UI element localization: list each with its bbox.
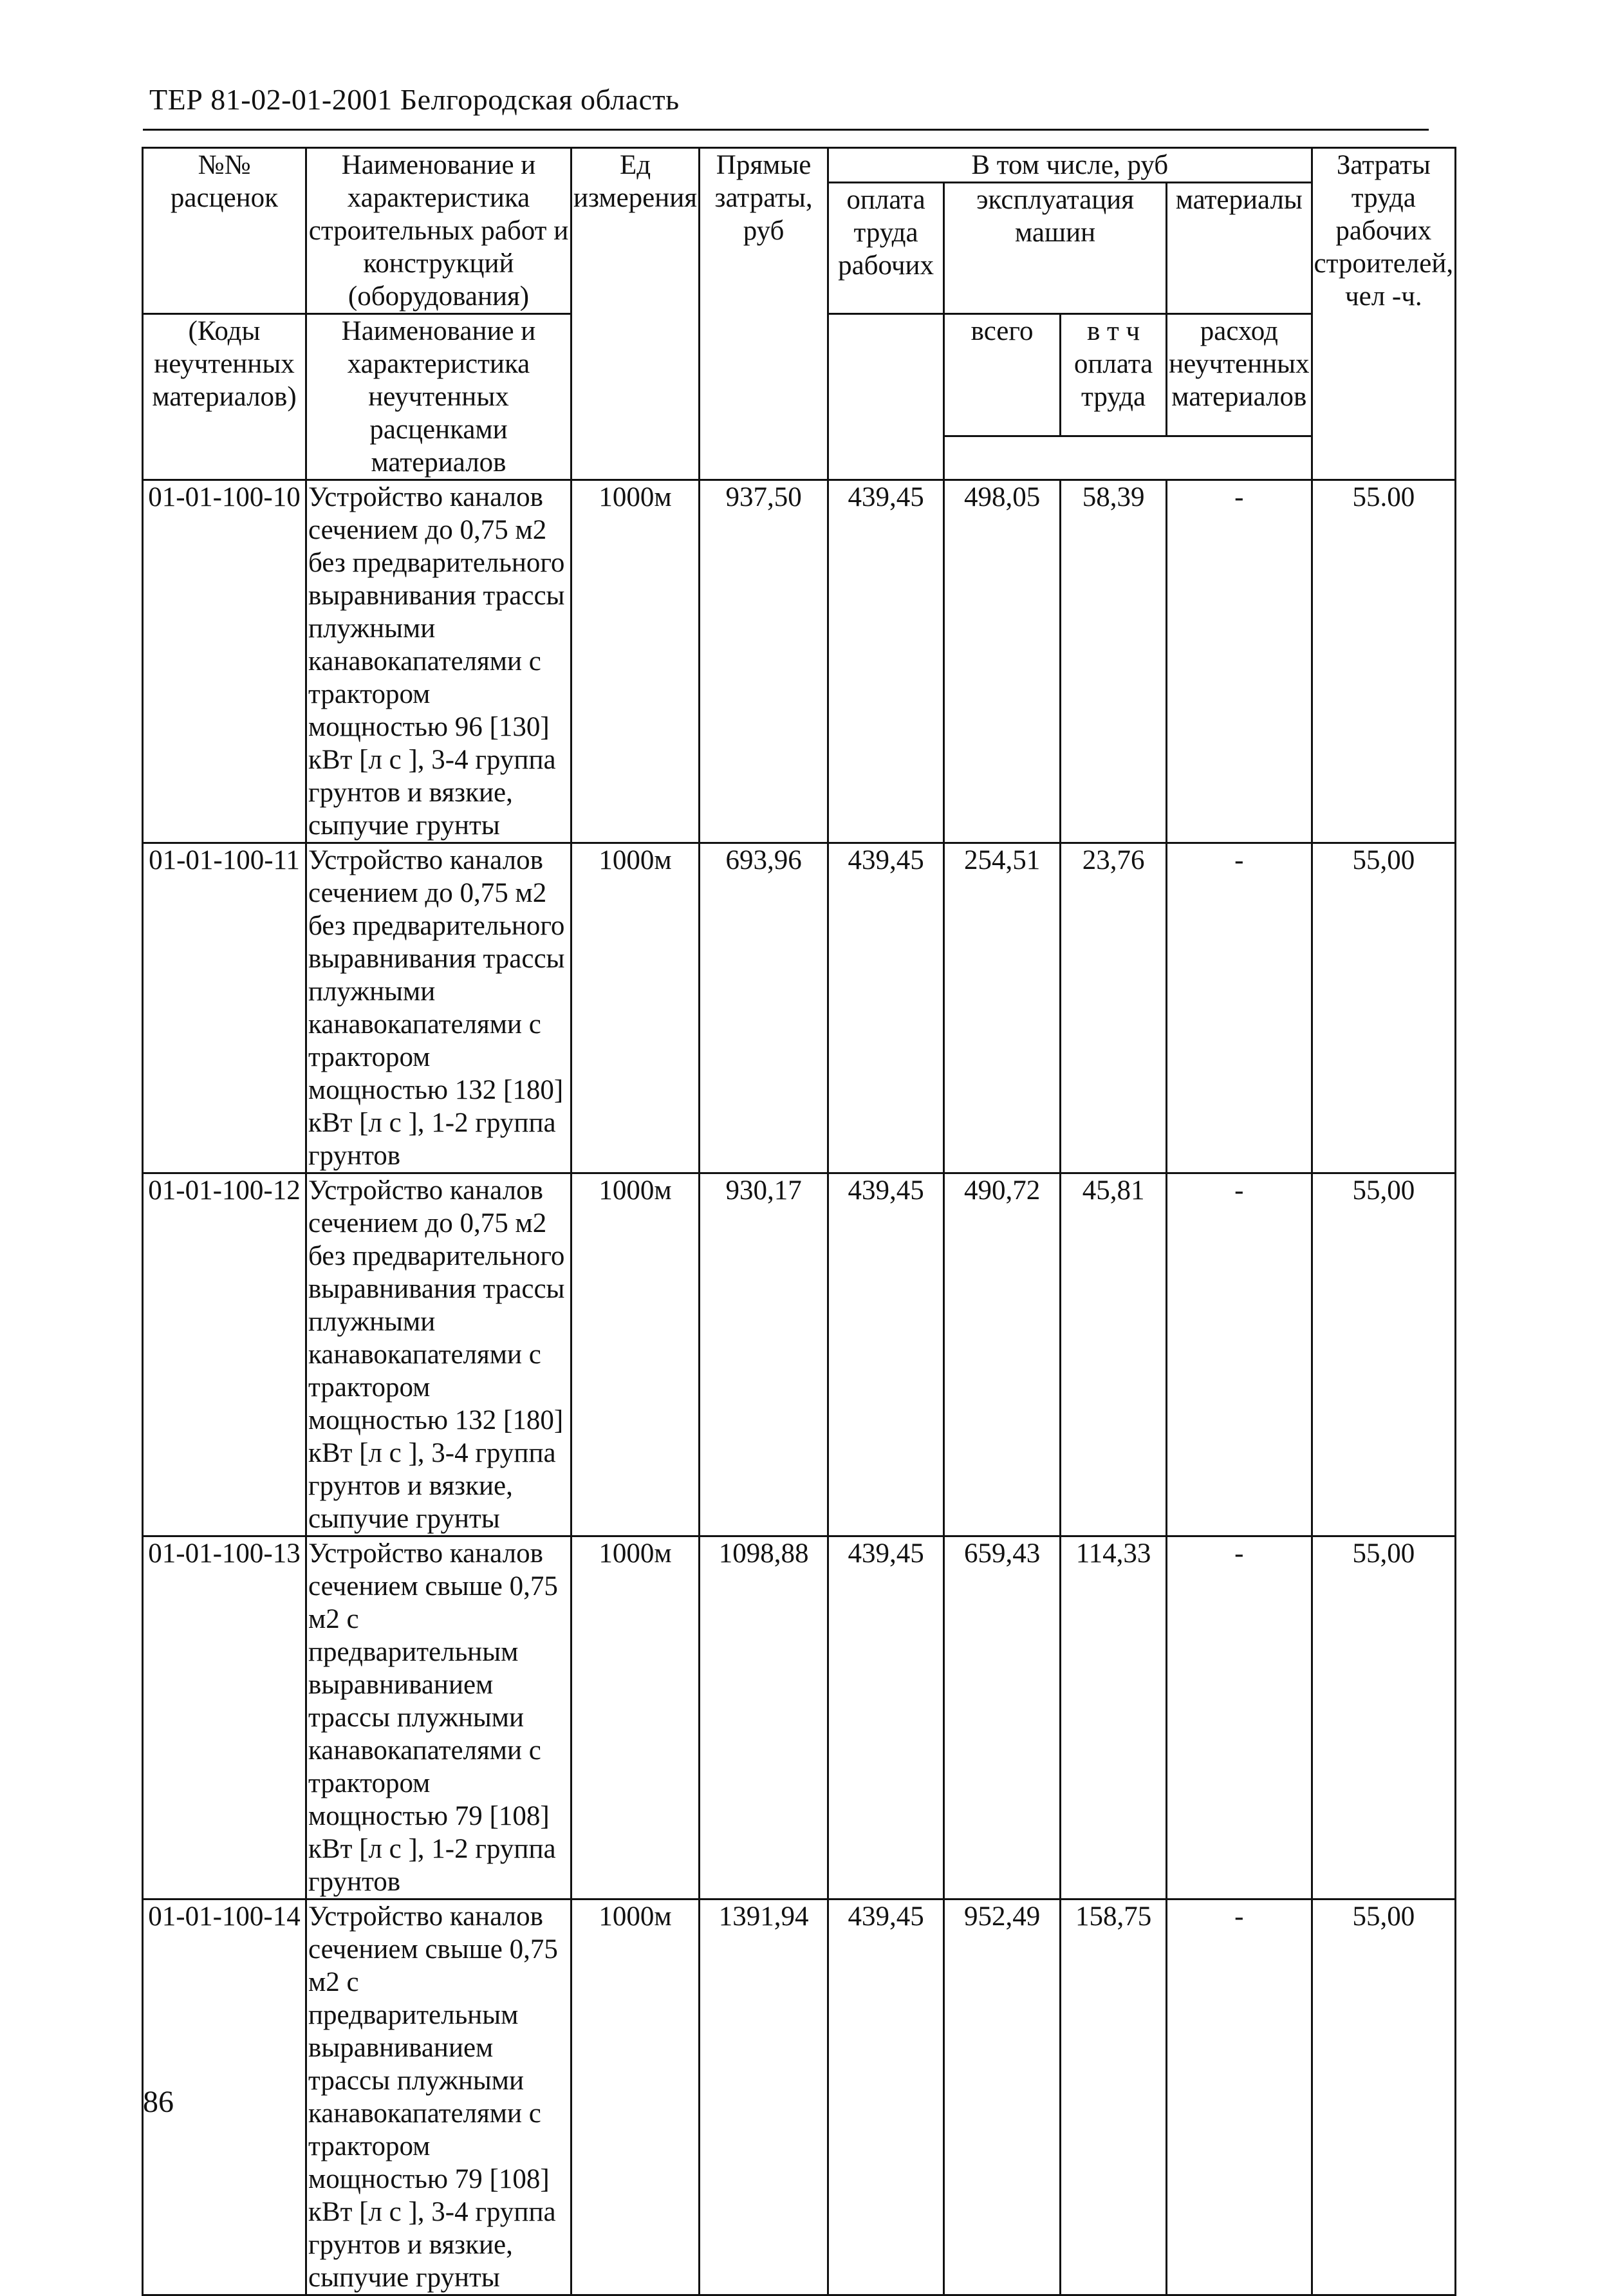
header-direct-costs: Прямые затраты, руб [700, 148, 828, 480]
rate-description: Устройство каналов сечением свыше 0,75 м2 с предварительным выравниванием трассы плужными канавокапателями с трактором мощностью 79 [108] кВт [л с ], 1-2 группа грунтов [306, 1536, 571, 1899]
rate-direct-costs: 1391,94 [700, 1899, 828, 2295]
rate-unit: 1000м [571, 1899, 700, 2295]
page-title: ТЕР 81-02-01-2001 Белгородская область [149, 83, 680, 116]
header-materials-unaccounted: расход неучтенных материалов [1167, 314, 1312, 436]
table-row [143, 1899, 1456, 2295]
rate-machines-total: 254,51 [944, 843, 1061, 1173]
rate-materials: - [1167, 480, 1312, 843]
header-machines-wages: в т ч оплата труда [1061, 314, 1167, 436]
rate-materials: - [1167, 1899, 1312, 2295]
rate-unit: 1000м [571, 1173, 700, 1536]
table-row [143, 480, 1456, 843]
table-row [143, 843, 1456, 1173]
rate-materials: - [1167, 1173, 1312, 1536]
rate-unit: 1000м [571, 480, 700, 843]
header-empty-strip [944, 436, 1312, 480]
rate-description: Устройство каналов сечением свыше 0,75 м2 с предварительным выравниванием трассы плужными канавокапателями с трактором мощностью 79 [108] кВт [л с ], 3-4 группа грунтов и вязкие, сыпучие грунты [306, 1899, 571, 2295]
page-number: 86 [143, 2085, 174, 2119]
rate-machines-wages: 158,75 [1061, 1899, 1167, 2295]
rate-code: 01-01-100-13 [143, 1536, 306, 1899]
rate-code: 01-01-100-14 [143, 1899, 306, 2295]
rate-unit: 1000м [571, 1536, 700, 1899]
rates-table [142, 147, 1456, 2296]
rate-machines-total: 490,72 [944, 1173, 1061, 1536]
rate-wages: 439,45 [828, 1536, 944, 1899]
rate-machines-total: 498,05 [944, 480, 1061, 843]
rate-labor: 55,00 [1312, 1899, 1456, 2295]
rate-direct-costs: 1098,88 [700, 1536, 828, 1899]
header-machines-total: всего [944, 314, 1061, 436]
header-code-top: №№ расценок [143, 148, 306, 314]
rate-direct-costs: 930,17 [700, 1173, 828, 1536]
rate-machines-total: 952,49 [944, 1899, 1061, 2295]
rate-materials: - [1167, 1536, 1312, 1899]
rate-labor: 55,00 [1312, 1536, 1456, 1899]
rate-wages: 439,45 [828, 843, 944, 1173]
table-row [143, 1536, 1456, 1899]
header-divider [143, 129, 1429, 131]
rate-materials: - [1167, 843, 1312, 1173]
rate-code: 01-01-100-10 [143, 480, 306, 843]
rate-description: Устройство каналов сечением до 0,75 м2 без предварительного выравнивания трассы плужными канавокапателями с трактором мощностью 132 [180] кВт [л с ], 1-2 группа грунтов [306, 843, 571, 1173]
header-name-top: Наименование и характеристика строительных работ и конструкций (оборудования) [306, 148, 571, 314]
rate-labor: 55,00 [1312, 1173, 1456, 1536]
rate-code: 01-01-100-12 [143, 1173, 306, 1536]
header-wages: оплата труда рабочих [828, 183, 944, 314]
rate-description: Устройство каналов сечением до 0,75 м2 без предварительного выравнивания трассы плужными канавокапателями с трактором мощностью 132 [180] кВт [л с ], 3-4 группа грунтов и вязкие, сыпучие грунты [306, 1173, 571, 1536]
rate-machines-wages: 23,76 [1061, 843, 1167, 1173]
rate-machines-total: 659,43 [944, 1536, 1061, 1899]
header-unit: Ед измерения [571, 148, 700, 480]
header-materials: материалы [1167, 183, 1312, 314]
header-code-bottom: (Коды неучтенных материалов) [143, 314, 306, 480]
rate-description: Устройство каналов сечением до 0,75 м2 без предварительного выравнивания трассы плужными канавокапателями с трактором мощностью 96 [130] кВт [л с ], 3-4 группа грунтов и вязкие, сыпучие грунты [306, 480, 571, 843]
table-row [143, 1173, 1456, 1536]
header-including: В том числе, руб [828, 148, 1312, 183]
rate-machines-wages: 114,33 [1061, 1536, 1167, 1899]
rate-unit: 1000м [571, 843, 700, 1173]
rate-wages: 439,45 [828, 1899, 944, 2295]
header-name-bottom: Наименование и характеристика неучтенных расценками материалов [306, 314, 571, 480]
rate-direct-costs: 937,50 [700, 480, 828, 843]
header-wages-bottom [828, 314, 944, 480]
header-labor: Затраты труда рабочих строителей, чел -ч. [1312, 148, 1456, 480]
rate-wages: 439,45 [828, 480, 944, 843]
header-machines: эксплуатация машин [944, 183, 1167, 314]
rate-labor: 55.00 [1312, 480, 1456, 843]
rate-direct-costs: 693,96 [700, 843, 828, 1173]
rate-machines-wages: 58,39 [1061, 480, 1167, 843]
rate-wages: 439,45 [828, 1173, 944, 1536]
rate-code: 01-01-100-11 [143, 843, 306, 1173]
rate-machines-wages: 45,81 [1061, 1173, 1167, 1536]
rate-labor: 55,00 [1312, 843, 1456, 1173]
